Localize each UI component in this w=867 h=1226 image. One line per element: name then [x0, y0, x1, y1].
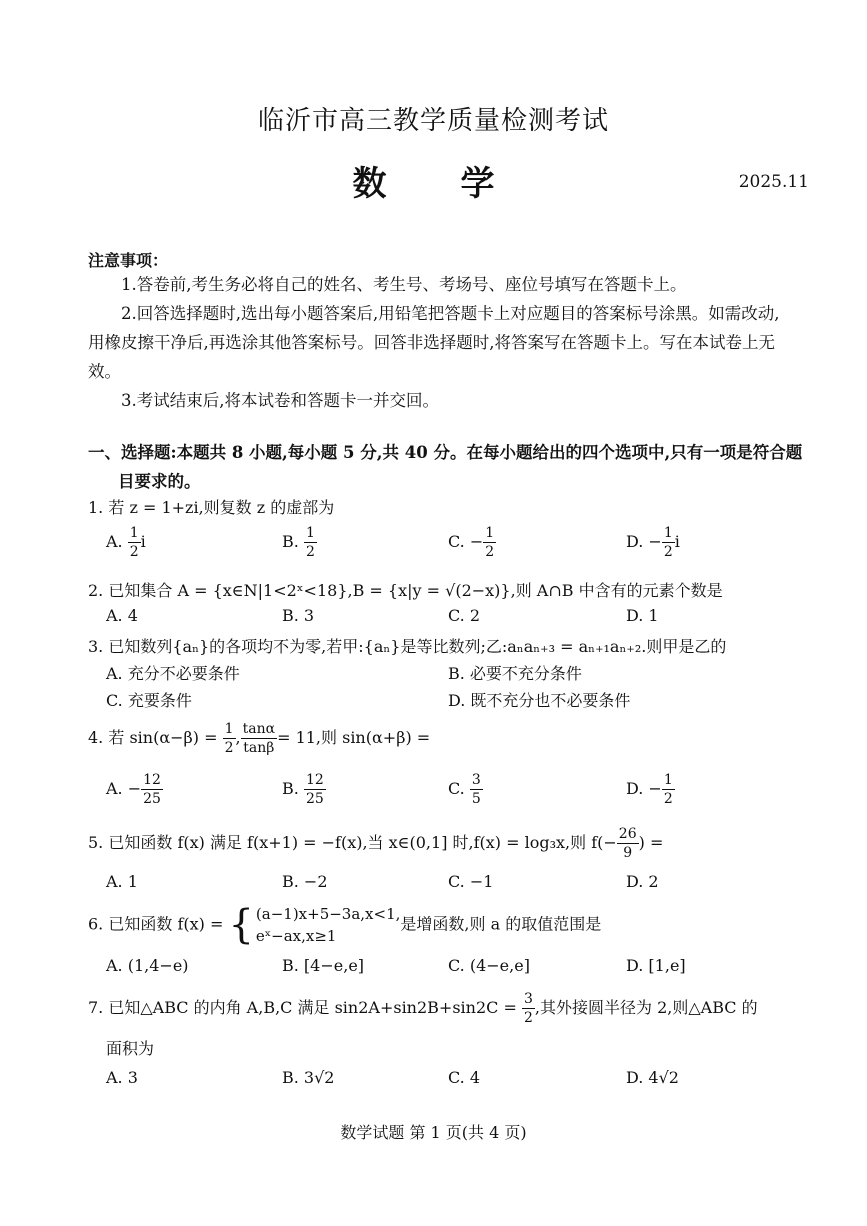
subject-title: 数 学	[352, 164, 515, 204]
question-6-stem: 6. 已知函数 f(x) = { (a−1)x+5−3a,x<1, eˣ−ax,x≥1 是增函数,则 a 的取值范围是	[88, 902, 602, 948]
question-4-stem: 4. 若 sin(α−β) = $\frac{1}{2}$ , $\frac{\tan\alpha}{\tan\beta}$ = 11,则 sin(α+β) =	[88, 721, 431, 756]
question-3-option-d: D. 既不充分也不必要条件	[448, 691, 631, 710]
notice-item-3: 3.考试结束后,将本试卷和答题卡一并交回。	[121, 391, 439, 410]
question-7-option-a: A. 3	[106, 1068, 138, 1087]
question-5-option-a: A. 1	[106, 872, 138, 891]
question-3-option-b: B. 必要不充分条件	[448, 664, 582, 683]
question-3-option-c: C. 充要条件	[106, 691, 192, 710]
question-6-option-c: C. (4−e,e]	[448, 956, 530, 975]
question-6-option-d: D. [1,e]	[626, 956, 686, 975]
question-6-option-b: B. [4−e,e]	[282, 956, 365, 975]
question-1-option-b: B. $\frac{1}{2}$	[282, 525, 315, 560]
question-3-option-a: A. 充分不必要条件	[106, 664, 240, 683]
question-7-option-d: D. 4√2	[626, 1068, 679, 1087]
page-footer: 数学试题 第 1 页(共 4 页)	[340, 1123, 527, 1142]
question-1-option-a: A. $\frac{1}{2}$ i	[106, 525, 146, 560]
question-1-option-d: D. − $\frac{1}{2}$ i	[626, 525, 680, 560]
question-5-stem: 5. 已知函数 f(x) 满足 f(x+1) = −f(x),当 x∈(0,1] 时,f(x) = log₃x,则 f(− $\frac{26}{9}$ ) =	[88, 826, 664, 861]
question-4-option-a: A. − $\frac{12}{25}$	[106, 772, 161, 807]
question-6-option-a: A. (1,4−e)	[106, 956, 189, 975]
notice-item-2: 2.回答选择题时,选出每小题答案后,用铅笔把答题卡上对应题目的答案标号涂黑。如需改动,用橡皮擦干净后,再选涂其他答案标号。回答非选择题时,将答案写在答题卡上。写在本试卷上无效。	[88, 304, 780, 381]
question-4-option-d: D. − $\frac{1}{2}$	[626, 772, 673, 807]
question-7-option-b: B. 3√2	[282, 1068, 335, 1087]
question-5-option-d: D. 2	[626, 872, 659, 891]
notice-item-1: 1.答卷前,考生务必将自己的姓名、考生号、考场号、座位号填写在答题卡上。	[121, 275, 687, 294]
question-7-stem: 7. 已知△ABC 的内角 A,B,C 满足 sin2A+sin2B+sin2C = $\frac{3}{2}$ ,其外接圆半径为 2,则△ABC 的	[88, 991, 758, 1026]
question-7-option-c: C. 4	[448, 1068, 481, 1087]
question-1-stem: 1. 若 z = 1+zi,则复数 z 的虚部为	[88, 498, 335, 517]
question-2-option-a: A. 4	[106, 606, 138, 625]
question-4-option-c: C. $\frac{3}{5}$	[448, 772, 481, 807]
question-5-option-b: B. −2	[282, 872, 328, 891]
question-2-option-d: D. 1	[626, 606, 659, 625]
notice-heading: 注意事项：	[88, 251, 169, 270]
section-heading: 一、选择题:本题共 8 小题,每小题 5 分,共 40 分。在每小题给出的四个选项中,只有一项是符合题目要求的。	[88, 443, 803, 491]
exam-title: 临沂市高三教学质量检测考试	[257, 106, 609, 136]
question-5-option-c: C. −1	[448, 872, 494, 891]
brace-glyph: {	[228, 902, 254, 948]
question-2-stem: 2. 已知集合 A = {x∈N|1<2ˣ<18},B = {x|y = √(2−x)},则 A∩B 中含有的元素个数是	[88, 581, 723, 600]
question-7-stem-line-2: 面积为	[106, 1039, 155, 1058]
question-2-option-b: B. 3	[282, 606, 315, 625]
question-2-option-c: C. 2	[448, 606, 481, 625]
question-3-stem: 3. 已知数列{aₙ}的各项均不为零,若甲:{aₙ}是等比数列;乙:aₙaₙ₊₃ = aₙ₊₁aₙ₊₂.则甲是乙的	[88, 637, 727, 656]
question-1-option-c: C. − $\frac{1}{2}$	[448, 525, 495, 560]
question-4-option-b: B. $\frac{12}{25}$	[282, 772, 324, 807]
exam-date: 2025.11	[738, 172, 809, 192]
